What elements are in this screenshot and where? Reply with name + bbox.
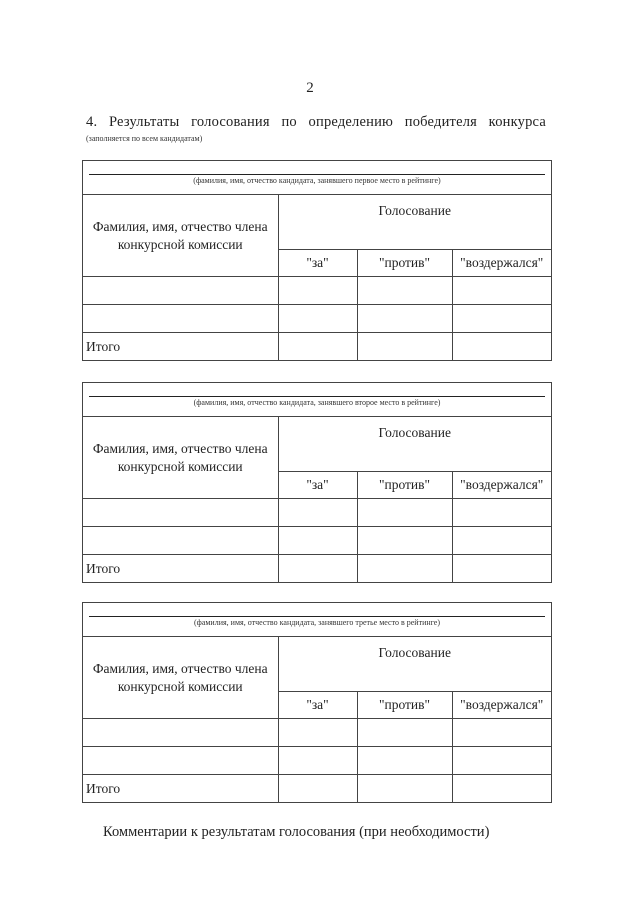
- candidate-name-field[interactable]: [89, 616, 545, 617]
- against-cell[interactable]: [357, 277, 452, 305]
- against-cell[interactable]: [357, 747, 452, 775]
- candidate-name-row: [83, 383, 551, 417]
- abstained-cell[interactable]: [452, 527, 551, 555]
- for-column-header: "за": [278, 472, 357, 499]
- table-row: [83, 305, 551, 333]
- total-label: Итого: [83, 555, 278, 583]
- member-column-header: Фамилия, имя, отчество члена конкурсной комиссии: [83, 195, 278, 277]
- abstained-total-cell[interactable]: [452, 555, 551, 583]
- abstained-cell[interactable]: [452, 719, 551, 747]
- for-cell[interactable]: [278, 719, 357, 747]
- voting-table: [83, 195, 551, 360]
- member-cell[interactable]: [83, 499, 278, 527]
- against-total-cell[interactable]: [357, 333, 452, 361]
- abstained-column-header: "воздержался": [452, 692, 551, 719]
- table-row: [83, 719, 551, 747]
- for-total-cell[interactable]: [278, 775, 357, 803]
- against-cell[interactable]: [357, 527, 452, 555]
- member-cell[interactable]: [83, 719, 278, 747]
- against-cell[interactable]: [357, 305, 452, 333]
- abstained-cell[interactable]: [452, 499, 551, 527]
- candidate-block-3: [82, 602, 552, 803]
- abstained-cell[interactable]: [452, 305, 551, 333]
- total-row: [83, 333, 551, 361]
- for-column-header: "за": [278, 692, 357, 719]
- voting-table: [83, 417, 551, 582]
- member-cell[interactable]: [83, 527, 278, 555]
- abstained-total-cell[interactable]: [452, 333, 551, 361]
- against-column-header: "против": [357, 250, 452, 277]
- voting-comments-label: Комментарии к результатам голосования (при необходимости): [103, 824, 490, 840]
- table-row: [83, 527, 551, 555]
- voting-column-header: Голосование: [278, 637, 551, 692]
- table-row: [83, 277, 551, 305]
- against-cell[interactable]: [357, 719, 452, 747]
- abstained-cell[interactable]: [452, 277, 551, 305]
- against-cell[interactable]: [357, 499, 452, 527]
- total-label: Итого: [83, 333, 278, 361]
- candidate-caption: (фамилия, имя, отчество кандидата, занявшего второе место в рейтинге): [193, 398, 441, 407]
- section-heading: 4. Результаты голосования по определению победителя конкурса: [86, 114, 546, 130]
- candidate-name-row: [83, 161, 551, 195]
- voting-column-header: Голосование: [278, 195, 551, 250]
- candidate-name-field[interactable]: [89, 396, 545, 397]
- for-cell[interactable]: [278, 305, 357, 333]
- table-row: [83, 747, 551, 775]
- voting-table: [83, 637, 551, 802]
- candidate-block-1: [82, 160, 552, 361]
- section-subheading: (заполняется по всем кандидатам): [86, 134, 203, 143]
- for-cell[interactable]: [278, 527, 357, 555]
- total-row: [83, 775, 551, 803]
- candidate-block-2: [82, 382, 552, 583]
- page-number: 2: [306, 80, 314, 96]
- for-cell[interactable]: [278, 499, 357, 527]
- member-column-header: Фамилия, имя, отчество члена конкурсной комиссии: [83, 637, 278, 719]
- for-column-header: "за": [278, 250, 357, 277]
- abstained-column-header: "воздержался": [452, 472, 551, 499]
- for-cell[interactable]: [278, 277, 357, 305]
- against-column-header: "против": [357, 472, 452, 499]
- abstained-cell[interactable]: [452, 747, 551, 775]
- candidate-caption: (фамилия, имя, отчество кандидата, занявшего первое место в рейтинге): [193, 176, 441, 185]
- abstained-total-cell[interactable]: [452, 775, 551, 803]
- for-total-cell[interactable]: [278, 333, 357, 361]
- against-total-cell[interactable]: [357, 555, 452, 583]
- member-cell[interactable]: [83, 747, 278, 775]
- abstained-column-header: "воздержался": [452, 250, 551, 277]
- table-row: [83, 499, 551, 527]
- member-cell[interactable]: [83, 305, 278, 333]
- for-cell[interactable]: [278, 747, 357, 775]
- total-row: [83, 555, 551, 583]
- against-column-header: "против": [357, 692, 452, 719]
- member-column-header: Фамилия, имя, отчество члена конкурсной комиссии: [83, 417, 278, 499]
- voting-column-header: Голосование: [278, 417, 551, 472]
- candidate-name-row: [83, 603, 551, 637]
- total-label: Итого: [83, 775, 278, 803]
- candidate-name-field[interactable]: [89, 174, 545, 175]
- against-total-cell[interactable]: [357, 775, 452, 803]
- member-cell[interactable]: [83, 277, 278, 305]
- for-total-cell[interactable]: [278, 555, 357, 583]
- candidate-caption: (фамилия, имя, отчество кандидата, занявшего третье место в рейтинге): [193, 618, 441, 627]
